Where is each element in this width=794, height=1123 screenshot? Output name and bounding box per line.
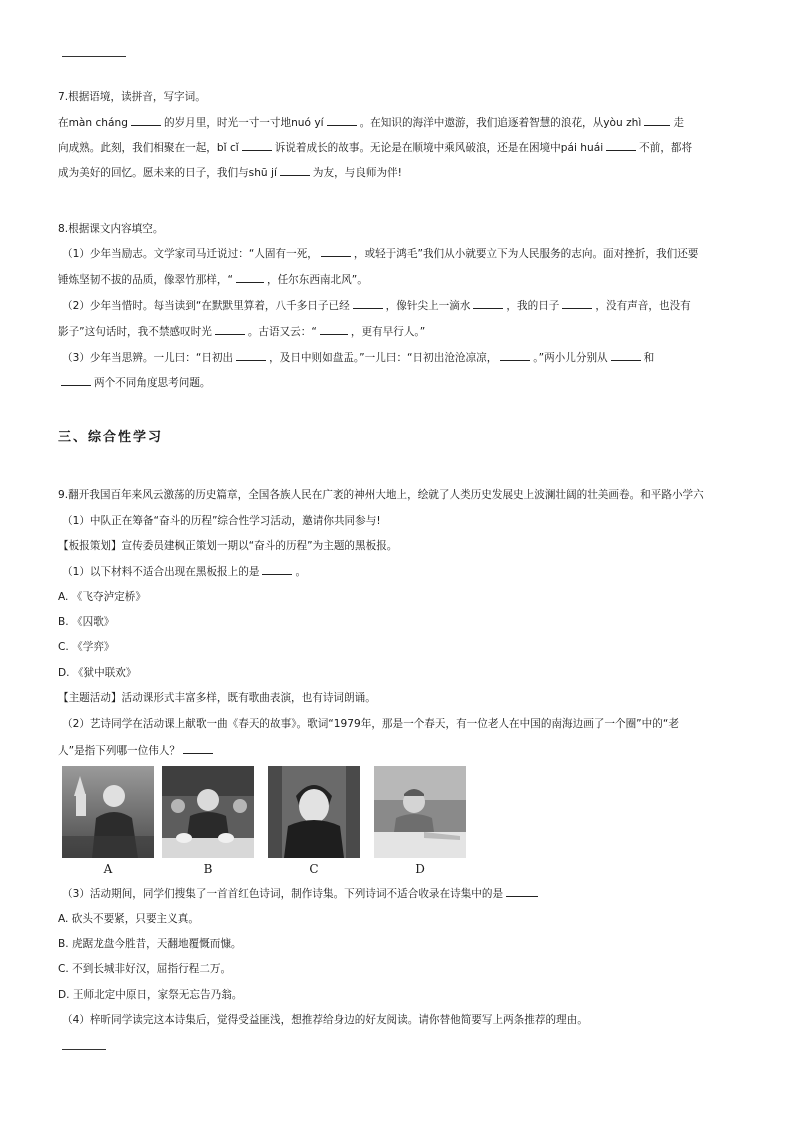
q7-text: 向成熟。此刻，我们相聚在一起，bǐ cǐ xyxy=(58,142,239,154)
q9-board xyxy=(58,539,748,553)
answer-blank[interactable] xyxy=(327,115,357,126)
q9-s3 xyxy=(62,886,752,901)
q9-text: 人”是指下列哪一位伟人？ xyxy=(58,745,181,757)
q7-line-2 xyxy=(58,140,748,155)
portrait-photo-row xyxy=(62,766,482,876)
option-text: C. 不到长城非好汉，屈指行程二万。 xyxy=(58,963,232,975)
q9-intro-2 xyxy=(62,514,752,528)
option-b[interactable] xyxy=(58,937,748,951)
answer-blank[interactable] xyxy=(215,324,245,335)
q8-text: 锤炼坚韧不拔的品质，像翠竹那样，“ xyxy=(58,274,233,286)
q9-theme xyxy=(58,691,748,705)
q9-text: 【板报策划】宣传委员建枫正策划一期以“奋斗的历程”为主题的黑板报。 xyxy=(58,540,398,552)
q8-text: ，任尔东西南北风”。 xyxy=(267,274,368,286)
q8-p2-line2 xyxy=(58,324,748,339)
q8-text: 。”两小儿分别从 xyxy=(533,352,608,364)
q7-text: 为友，与良师为伴! xyxy=(312,167,402,179)
photo-label-b: B xyxy=(203,862,213,876)
portrait-photo-a[interactable] xyxy=(62,766,154,858)
option-text: A. 砍头不要紧，只要主义真。 xyxy=(58,913,199,925)
q8-p3-line1 xyxy=(62,350,752,365)
answer-blank[interactable] xyxy=(321,246,351,257)
q9-text: 【主题活动】活动课形式丰富多样，既有歌曲表演，也有诗词朗诵。 xyxy=(58,692,376,704)
portrait-photo-d[interactable] xyxy=(374,766,466,858)
q8-p1-line2 xyxy=(58,272,748,287)
q8-text: ，像针尖上一滴水 xyxy=(385,300,471,312)
option-text: B. 《囚歌》 xyxy=(58,616,115,628)
answer-blank[interactable] xyxy=(280,165,310,176)
q9-text: （1）中队正在筹备“奋斗的历程”综合性学习活动，邀请你共同参与! xyxy=(62,515,381,527)
q8-text: 两个不同角度思考问题。 xyxy=(94,377,211,389)
answer-blank[interactable] xyxy=(242,140,272,151)
answer-blank[interactable] xyxy=(353,298,383,309)
answer-blank[interactable] xyxy=(183,743,213,754)
option-d[interactable] xyxy=(58,988,748,1002)
option-text: B. 虎踞龙盘今胜昔，天翻地覆慨而慷。 xyxy=(58,938,242,950)
option-text: A. 《飞夺泸定桥》 xyxy=(58,591,146,603)
option-c[interactable] xyxy=(58,640,748,654)
q7-text: 走 xyxy=(673,117,684,129)
q7-text: 不前，都将 xyxy=(639,142,693,154)
q9-s4 xyxy=(62,1013,752,1027)
q8-text: 和 xyxy=(643,352,655,364)
q8-text: ，更有早行人。” xyxy=(350,326,426,338)
q9-text: （1）以下材料不适合出现在黑板报上的是 xyxy=(62,566,260,578)
photo-label-c: C xyxy=(309,862,319,876)
q9-text: 。 xyxy=(295,566,307,578)
answer-blank[interactable] xyxy=(644,115,670,126)
q8-text: （3）少年当思辨。一儿曰：“日初出 xyxy=(62,352,234,364)
q7-line-3 xyxy=(58,165,748,180)
photo-label-a: A xyxy=(103,862,113,876)
portrait-photo-c[interactable] xyxy=(268,766,360,858)
q8-text: 。古语又云：“ xyxy=(247,326,317,338)
answer-blank[interactable] xyxy=(320,324,348,335)
q7-text: 的岁月里，时光一寸一寸地nuó yí xyxy=(163,117,324,129)
option-a[interactable] xyxy=(58,590,748,604)
option-d[interactable] xyxy=(58,666,748,680)
q7-title-text: 7.根据语境，读拼音，写字词。 xyxy=(58,91,206,103)
option-text: D. 王师北定中原日，家祭无忘告乃翁。 xyxy=(58,989,243,1001)
q8-title-text: 8.根据课文内容填空。 xyxy=(58,223,164,235)
q9-text: （2）艺诗同学在活动课上献歌一曲《春天的故事》。歌词“1979年，那是一个春天，有一位老人在中国的南海边画了一个圈”中的“老 xyxy=(62,718,679,730)
q8-text: ，或轻于鸿毛”我们从小就要立下为人民服务的志向。面对挫折，我们还要 xyxy=(353,248,699,260)
q8-p3-line2 xyxy=(58,375,748,390)
q8-text: ，没有声音，也没有 xyxy=(595,300,691,312)
answer-blank[interactable] xyxy=(611,350,641,361)
q7-text: 在màn cháng xyxy=(58,117,128,129)
option-text: D. 《狱中联欢》 xyxy=(58,667,137,679)
q7-text: 成为美好的回忆。愿未来的日子，我们与shū jí xyxy=(58,167,277,179)
answer-blank[interactable] xyxy=(131,115,161,126)
q7-line-1 xyxy=(58,115,748,130)
answer-blank[interactable] xyxy=(606,140,636,151)
answer-blank[interactable] xyxy=(506,886,538,897)
q8-text: （1）少年当励志。文学家司马迁说过：“人固有一死， xyxy=(62,248,318,260)
answer-blank[interactable] xyxy=(262,564,292,575)
q9-intro-1 xyxy=(58,488,748,502)
q8-text: （2）少年当惜时。每当读到“在默默里算着，八千多日子已经 xyxy=(62,300,350,312)
q9-s2-line2 xyxy=(58,743,748,758)
answer-line-bottom[interactable] xyxy=(62,1049,106,1050)
q7-text: 。在知识的海洋中遨游，我们追逐着智慧的浪花，从yòu zhì xyxy=(359,117,642,129)
photo-label-d: D xyxy=(415,862,425,876)
q7-text: 诉说着成长的故事。无论是在顺境中乘风破浪，还是在困境中pái huái xyxy=(274,142,604,154)
option-text: C. 《学弈》 xyxy=(58,641,115,653)
q9-text: （4）梓昕同学读完这本诗集后，觉得受益匪浅，想推荐给身边的好友阅读。请你替他简要写上两条推荐的理由。 xyxy=(62,1014,588,1026)
q9-s2-line1 xyxy=(62,717,752,731)
q8-text: ，及日中则如盘盂。”一儿曰：“日初出沧沧凉凉， xyxy=(269,352,498,364)
section-heading: 三、综合性学习 xyxy=(58,430,164,445)
answer-blank[interactable] xyxy=(500,350,530,361)
portrait-photo-b[interactable] xyxy=(162,766,254,858)
option-c[interactable] xyxy=(58,962,748,976)
answer-blank[interactable] xyxy=(61,375,91,386)
q8-title xyxy=(58,222,748,236)
answer-blank[interactable] xyxy=(236,350,266,361)
option-b[interactable] xyxy=(58,615,748,629)
q7-title xyxy=(58,90,748,104)
q8-p1-line1 xyxy=(62,246,752,261)
q9-text: （3）活动期间，同学们搜集了一首首红色诗词，制作诗集。下列诗词不适合收录在诗集中的是 xyxy=(62,888,504,900)
q8-text: ，我的日子 xyxy=(506,300,560,312)
option-a[interactable] xyxy=(58,912,748,926)
answer-line-top xyxy=(62,56,126,57)
q9-s1 xyxy=(62,564,752,579)
q9-text: 9.翻开我国百年来风云激荡的历史篇章，全国各族人民在广袤的神州大地上，绘就了人类历史发展史上波澜壮阔的壮美画卷。和平路小学六 xyxy=(58,489,704,501)
answer-blank[interactable] xyxy=(562,298,592,309)
answer-blank[interactable] xyxy=(236,272,264,283)
q8-text: 影子”这句话时，我不禁感叹时光 xyxy=(58,326,212,338)
answer-blank[interactable] xyxy=(473,298,503,309)
q8-p2-line1 xyxy=(62,298,752,313)
